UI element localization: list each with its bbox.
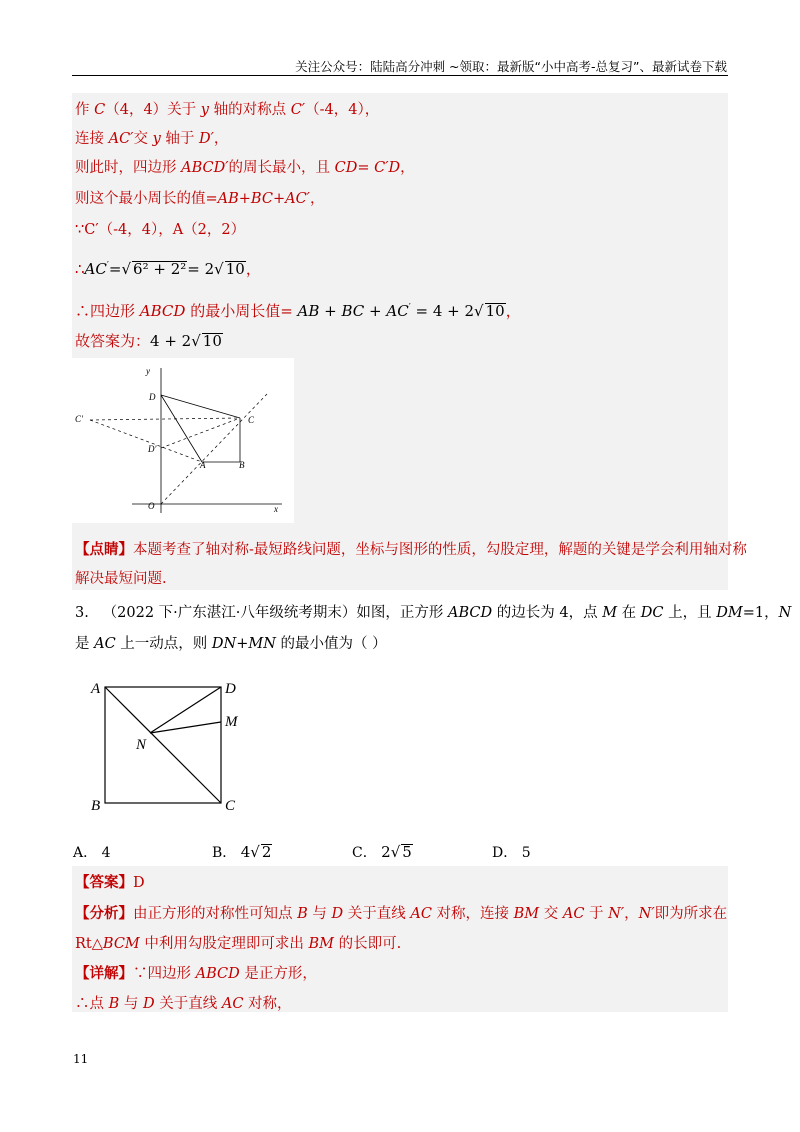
label-D: D xyxy=(225,681,236,697)
answer-line: 【答案】D xyxy=(75,874,145,891)
label-A: A xyxy=(200,460,206,470)
label-y: y xyxy=(146,366,150,376)
option-B[interactable]: B． 4√ 2 xyxy=(212,843,272,861)
solution-line-4: 则这个最小周长的值=AB+BC+AC′， xyxy=(75,191,325,207)
diagonal-AC xyxy=(105,687,221,803)
coordinate-figure xyxy=(72,358,294,523)
detail-line-2: ∴点 B 与 D 关于直线 AC 对称， xyxy=(75,996,292,1012)
solution-line-1: 作 C（4，4）关于 y 轴的对称点 C′（-4，4）， xyxy=(75,102,380,118)
label-x: x xyxy=(274,504,278,514)
label-C: C xyxy=(248,415,255,425)
analysis-line-2: Rt△BCM 中利用勾股定理即可求出 BM 的长即可. xyxy=(75,936,402,952)
page-header: 关注公众号：陆陆高分冲刺 ~领取：最新版“小中高考-总复习”、最新试卷下载 xyxy=(295,59,727,74)
option-C[interactable]: C． 2√ 5 xyxy=(352,843,412,861)
detail-line-1: 【详解】∵四边形 ABCD 是正方形， xyxy=(75,965,317,982)
label-M: M xyxy=(225,714,238,730)
label-Cprime: C′ xyxy=(75,414,83,424)
label-A: A xyxy=(91,681,101,697)
solution-line-8: 故答案为：4 + 2√ 10 xyxy=(75,332,222,350)
solution-line-3: 则此时，四边形 ABCD′的周长最小，且 CD= C′D， xyxy=(75,160,415,176)
comment-line-2: 解决最短问题. xyxy=(75,571,167,587)
option-D[interactable]: D． 5 xyxy=(492,845,531,861)
segment-NM xyxy=(150,722,221,733)
analysis-line-1: 【分析】由正方形的对称性可知点 B 与 D 关于直线 AC 对称，连接 BM 交 AC 于 N′，N′即为所求在 xyxy=(75,905,728,922)
label-O: O xyxy=(148,501,155,511)
label-B: B xyxy=(91,798,101,814)
header-divider xyxy=(72,75,728,76)
label-C: C xyxy=(225,798,236,814)
question-line-2: 是 AC 上一动点，则 DN+MN 的最小值为（ ） xyxy=(75,636,387,652)
label-D: D xyxy=(149,392,156,402)
label-B: B xyxy=(239,460,245,470)
option-A[interactable]: A． 4 xyxy=(73,845,111,861)
comment-line-1: 【点睛】本题考查了轴对称-最短路线问题，坐标与图形的性质，勾股定理，解题的关键是学会利用轴对称 xyxy=(75,541,747,558)
segment-ND xyxy=(150,687,221,733)
solution-line-2: 连接 AC′交 y 轴于 D′， xyxy=(75,131,229,147)
solution-line-5: ∵C′（-4，4），A（2，2） xyxy=(75,222,246,238)
question-line-1: 3. （2022 下·广东湛江·八年级统考期末）如图，正方形 ABCD 的边长为 4，点 M 在 DC 上，且 DM=1，N xyxy=(75,605,792,621)
square-figure xyxy=(88,676,248,816)
label-Dprime: D′ xyxy=(148,444,157,454)
page-number: 11 xyxy=(73,1052,89,1066)
solution-line-7: ∴四边形 ABCD 的最小周长值= AB + BC + AC′ = 4 + 2√ 10， xyxy=(75,302,521,320)
label-N: N xyxy=(136,737,147,753)
solution-line-6: ∴AC′=√ 6² + 2²= 2√ 10， xyxy=(75,260,261,278)
